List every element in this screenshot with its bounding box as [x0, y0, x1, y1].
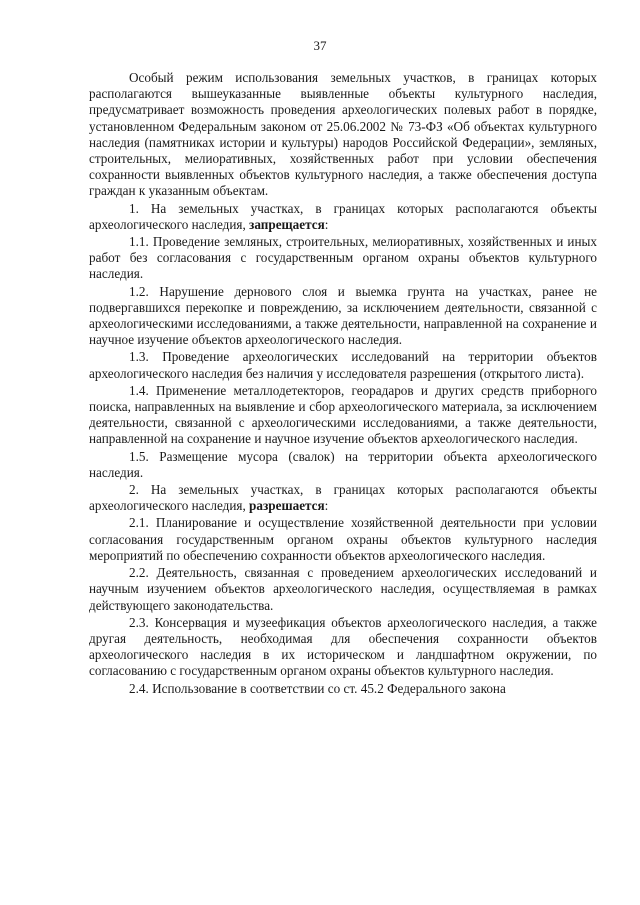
clause-2-2 [89, 565, 597, 614]
clause-2-3 [89, 615, 597, 680]
emphasis-permitted: разрешается [249, 498, 325, 514]
paragraph-text: 2.2. Деятельность, связанная с проведением археологических исследований и научным изучением объектов археологического наследия, осуществляемая в рамках действующего законодательства. [89, 565, 597, 613]
emphasis-prohibited: запрещается [249, 216, 325, 232]
page-number: 37 [313, 38, 327, 53]
paragraph-tail: : [324, 498, 329, 514]
paragraph-text: 2.1. Планирование и осуществление хозяйственной деятельности при условии согласования государственным органом охраны объектов культурного наследия мероприятий по обеспечению сохранности объектов археологического наследия. [89, 515, 597, 563]
section-2-heading [89, 482, 597, 514]
paragraph-text: 1.5. Размещение мусора (свалок) на территории объекта археологического наследия. [89, 448, 597, 480]
paragraph-intro [89, 70, 597, 200]
paragraph-text: 1.2. Нарушение дернового слоя и выемка грунта на участках, ранее не подвергавшихся перекопке и повреждению, за исключением деятельности, связанной с археологическими исследованиями, а также деятельности, направленной на сохранение и научное изучение объектов археологического наследия. [89, 283, 597, 348]
clause-1-1 [89, 234, 597, 283]
paragraph-text: 2.4. Использование в соответствии со ст. 45.2 Федерального закона [129, 680, 506, 696]
document-body [89, 70, 597, 697]
paragraph-text: Особый режим использования земельных участков, в границах которых располагаются вышеуказанные выявленные объекты культурного наследия, предусматривает возможность проведения археологических полевых работ в порядке, установленном Федеральным законом от 25.06.2002 № 73-ФЗ «Об объектах культурного наследия (памятниках истории и культуры) народов Российской Федерации», земляных, строительных, мелиоративных, хозяйственных работ при условии обеспечения сохранности выявленных объектов культурного наследия, а также обеспечения доступа граждан к указанным объектам. [89, 70, 597, 199]
paragraph-text: 1.1. Проведение земляных, строительных, мелиоративных, хозяйственных и иных работ без согласования с государственным органом охраны объектов культурного наследия. [89, 234, 597, 282]
clause-1-3 [89, 349, 597, 381]
clause-2-1 [89, 515, 597, 564]
clause-1-2 [89, 284, 597, 349]
paragraph-text: 1.3. Проведение археологических исследований на территории объектов археологического наследия без наличия у исследователя разрешения (открытого листа). [89, 349, 597, 381]
clause-2-4 [89, 681, 597, 697]
paragraph-text: 2. На земельных участках, в границах которых располагаются объекты археологического наследия, [89, 482, 597, 514]
section-1-heading [89, 201, 597, 233]
paragraph-text: 2.3. Консервация и музеефикация объектов археологического наследия, а также другая деятельность, необходимая для обеспечения сохранности объектов археологического наследия в их историческом и ландшафтном окружении, по согласованию с государственным органом охраны объектов культурного наследия. [89, 614, 597, 679]
clause-1-5 [89, 449, 597, 481]
paragraph-text: 1.4. Применение металлодетекторов, георадаров и других средств приборного поиска, направленных на выявление и сбор археологического материала, за исключением деятельности, связанной с археологическими исследованиями, а также деятельности, направленной на сохранение и научное изучение объектов археологического наследия. [89, 382, 597, 447]
clause-1-4 [89, 383, 597, 448]
paragraph-text: 1. На земельных участках, в границах которых располагаются объекты археологического наследия, [89, 200, 597, 232]
paragraph-tail: : [324, 216, 329, 232]
